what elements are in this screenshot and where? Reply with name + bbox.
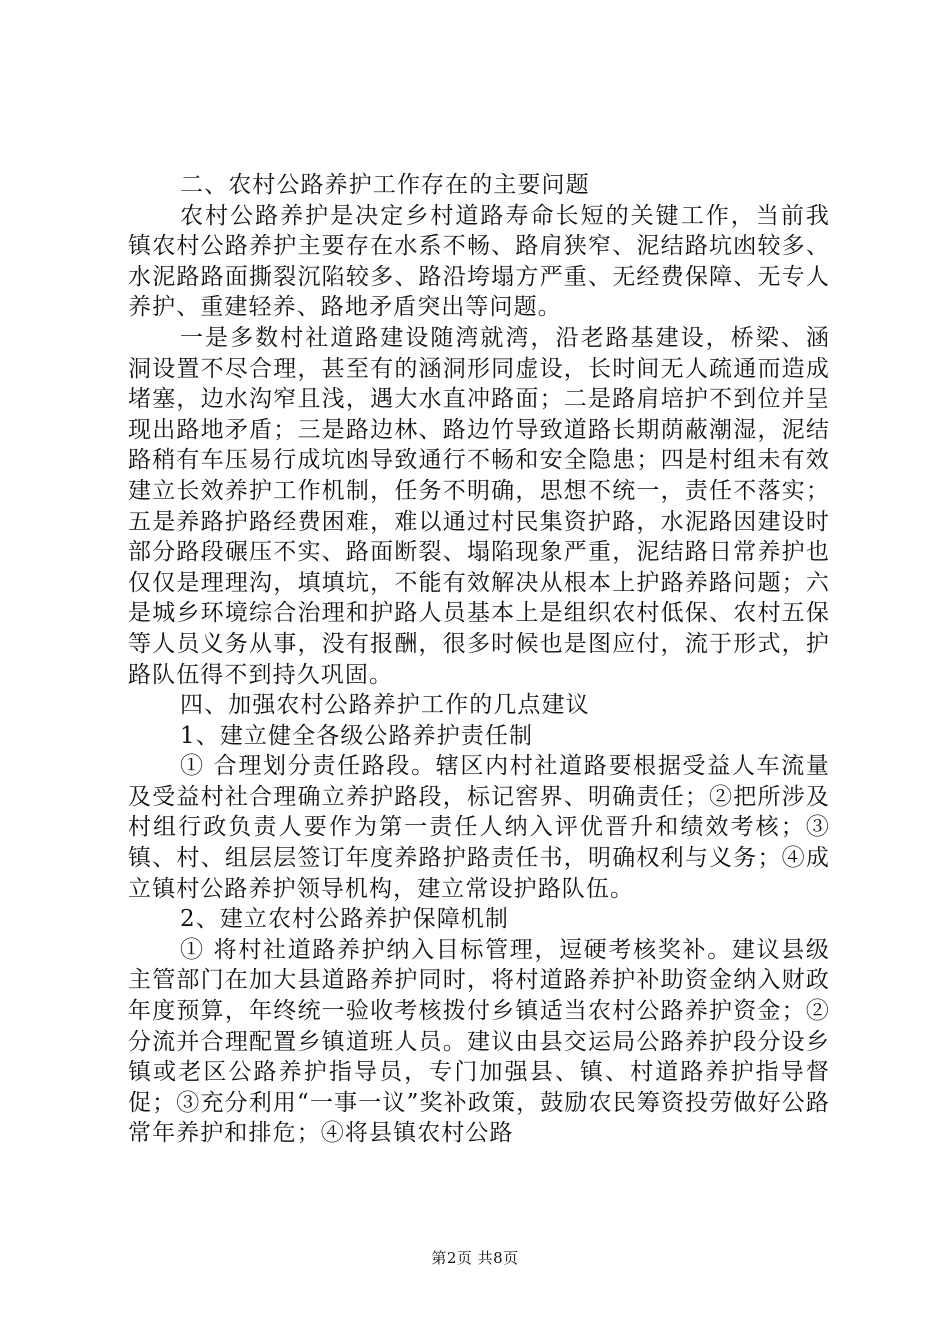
paragraph-problems: 一是多数村社道路建设随湾就湾，沿老路基建设，桥梁、涵洞设置不尽合理，甚至有的涵洞形同虚设，长时间无人疏通而造成堵塞，边水沟窄且浅，遇大水直冲路面；二是路肩培护不到位并呈现出路地矛盾；三是路边林、路边竹导致道路长期荫蔽潮湿，泥结路稍有车压易行成坑凼导致通行不畅和安全隐患；四是村组未有效建立长效养护工作机制，任务不明确，思想不统一，责任不落实；五是养路护路经费困难，难以通过村民集资护路，水泥路因建设时部分路段碾压不实、路面断裂、塌陷现象严重，泥结路日常养护也仅仅是理理沟，填填坑，不能有效解决从根本上护路养路问题；六是城乡环境综合治理和护路人员基本上是组织农村低保、农村五保等人员义务从事，没有报酬，很多时候也是图应付，流于形式，护路队伍得不到持久巩固。 <box>128 324 830 688</box>
section-heading-two: 二、农村公路养护工作存在的主要问题 <box>180 172 590 198</box>
paragraph-responsibility: ① 合理划分责任路段。辖区内村社道路要根据受益人车流量及受益村社合理确立养护路段，标记窖界、明确责任；②把所涉及村组行政负责人要作为第一责任人纳入评优晋升和绩效考核；③镇、村、组层层签订年度养路护路责任书，明确权利与义务；④成立镇村公路养护领导机构，建立常设护路队伍。 <box>128 753 830 902</box>
paragraph-guarantee: ① 将村社道路养护纳入目标管理，逗硬考核奖补。建议县级主管部门在加大县道路养护同时，将村道路养护补助资金纳入财政年度预算，年终统一验收考核拨付乡镇适当农村公路养护资金；②分流并合理配置乡镇道班人员。建议由县交运局公路养护段分设乡镇或老区公路养护指导员，专门加强县、镇、村道路养护指导督促；③充分利用“一事一议”奖补政策，鼓励农民筹资投劳做好公路常年养护和排危；④将县镇农村公路 <box>128 936 830 1147</box>
paragraph-overview: 农村公路养护是决定乡村道路寿命长短的关键工作，当前我镇农村公路养护主要存在水系不畅、路肩狭窄、泥结路坑凼较多、水泥路路面撕裂沉陷较多、路沿垮塌方严重、无经费保障、无专人养护、重建轻养、路地矛盾突出等问题。 <box>128 202 830 321</box>
subheading-responsibility: 1、建立健全各级公路养护责任制 <box>180 722 534 749</box>
section-heading-four: 四、加强农村公路养护工作的几点建议 <box>180 692 590 719</box>
document-body <box>128 170 830 1149</box>
page-footer: 第2页 共8页 <box>431 1249 519 1267</box>
subheading-guarantee: 2、建立农村公路养护保障机制 <box>180 906 510 933</box>
